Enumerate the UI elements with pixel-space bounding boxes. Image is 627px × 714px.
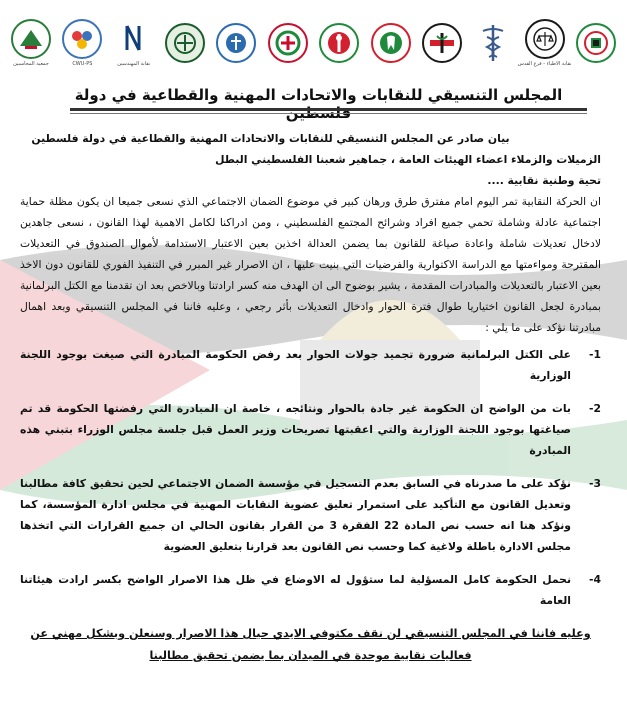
- medical-union-icon: [422, 23, 462, 63]
- logo-lawyers: نقابة الأطباء - فرع القدس: [522, 17, 568, 69]
- engineers-union-icon: [165, 23, 205, 63]
- item-number: 4-: [589, 573, 601, 586]
- union-seal-icon: [576, 23, 616, 63]
- item-number: 2-: [589, 402, 601, 415]
- logo-accountants: جمعية المحاسبين: [8, 17, 54, 69]
- logo-pharmacists: [316, 17, 362, 69]
- logo-cwu: CWU-PS: [59, 17, 105, 69]
- cwu-ps-icon: [62, 19, 102, 59]
- veterinarians-union-icon: [216, 23, 256, 63]
- header-divider: [70, 108, 587, 111]
- item-number: 3-: [589, 477, 601, 490]
- list-item: [20, 398, 601, 461]
- logo-nurses: [265, 17, 311, 69]
- logo-dental: [368, 17, 414, 69]
- intro-paragraph: ان الحركة النقابية تمر اليوم امام مفترق طرق ورهان كبير في موضوع الضمان الاجتماعي الذي نسعى جميعا ان يكون مظلة حماية اجتماعية عادلة وشاملة تحمي جميع افراد وشرائح المجتمع الفلسطيني ، ومن ادراكنا لكامل الاهمية لهذا القانون ، نسعى جاهدين لادخال تعديلات شاملة واعادة صياغة للقانون بما يضمن العدالة اخذين بعين الاعتبار الاستدامة لأموال الصندوق في التعديلات المقترحة ومواءمتها مع الدراسة الاكتوارية والفرضيات التي بنيت عليها ، ان الاصرار غير المبرر في التنفيذ الفوري للقانون دون الاخذ بعين الاعتبار بالتعديلات والمبادرات المقدمة ، يشير بوضوح الى ان الهدف منه كسر ارادتنا وبالاخص بعد ان تقدمنا مع الكتل البرلمانية بمبادرة لجعل القانون اختياريا طوال فترة الحوار وادخال التعديلات بأثر رجعي ، وعليه فاننا في المجلس التنسيقي وبعد اهمال مبادرتنا نؤكد على ما يلي :: [20, 195, 601, 334]
- logo-union-seal: [573, 17, 619, 69]
- header-logos: [0, 0, 627, 86]
- item-number: 1-: [589, 348, 601, 361]
- logo-engineers: [162, 17, 208, 69]
- pharmacists-union-icon: [319, 23, 359, 63]
- item-text: على الكتل البرلمانية ضرورة تجميد جولات الحوار بعد رفض الحكومة المبادرة التي صيغت بوجود اللجنة الوزارية: [20, 348, 571, 382]
- agronomists-union-icon: [114, 19, 154, 59]
- closing-statement: وعليه فاننا في المجلس التنسيقي لن نقف مكتوفي الايدي حيال هذا الاصرار وسنعلن وبشكل مهني عن فعاليات نقابية موحدة في الميدان بما يضمن تحقيق مطالبنا: [30, 627, 591, 662]
- nurses-union-icon: [268, 23, 308, 63]
- item-text: بات من الواضح ان الحكومة غير جادة بالحوار ونتائجه ، خاصة ان المبادرة التي رفضتها الحكومة قد تم صياغتها بوجود اللجنة الوزارية والتي اعقبتها تصريحات وزير العمل قبل جلسة مجلس الوزراء بتبني هذه المبادرة: [20, 402, 571, 457]
- statement-subject: بيان صادر عن المجلس التنسيقي للنقابات والاتحادات المهنية والقطاعية في دولة فلسطين: [31, 132, 510, 145]
- list-item: [20, 473, 601, 557]
- accountants-association-icon: [11, 19, 51, 59]
- salutation: تحية وطنية نقابية ....: [487, 174, 601, 187]
- lawyers-association-icon: [525, 19, 565, 59]
- header-divider-thin: [70, 113, 587, 114]
- logo-caduceus: [470, 17, 516, 69]
- list-item: [20, 569, 601, 611]
- item-text: نحمل الحكومة كامل المسؤلية لما ستؤول له الاوضاع في ظل هذا الاصرار الواضح بكسر ارادت هيئاتنا العامة: [20, 573, 571, 607]
- statement-body: [20, 128, 601, 667]
- logo-agronomists: نقابة المهندسين: [111, 17, 157, 69]
- demands-list: [20, 344, 601, 611]
- council-title: المجلس التنسيقي للنقابات والاتحادات المهنية والقطاعية في دولة: [74, 86, 563, 104]
- logo-medical: [419, 17, 465, 69]
- caduceus-icon: [473, 23, 513, 63]
- greeting: الزميلات والزملاء اعضاء الهيئات العامة ، جماهير شعبنا الفلسطيني البطل: [215, 153, 601, 166]
- list-item: [20, 344, 601, 386]
- item-text: نؤكد على ما صدرناه في السابق بعدم التسجيل في مؤسسة الضمان الاجتماعي لحين تحقيق كافة مطالبنا وتعديل القانون مع التأكيد على استمرار تعليق عضوية النقابات المهنية في مجلس ادارة المؤسسة، كما ونؤكد هنا انه حسب نص المادة 22 الفقرة 3 من القرار بقانون الحالي ان جميع القرارات التي اتخذها مجلس الادارة باطلة ولاغية كما وحسب نص القانون بعد قرارنا بتعليق العضوية: [20, 477, 572, 553]
- dental-union-icon: [371, 23, 411, 63]
- logo-veterinarians: [213, 17, 259, 69]
